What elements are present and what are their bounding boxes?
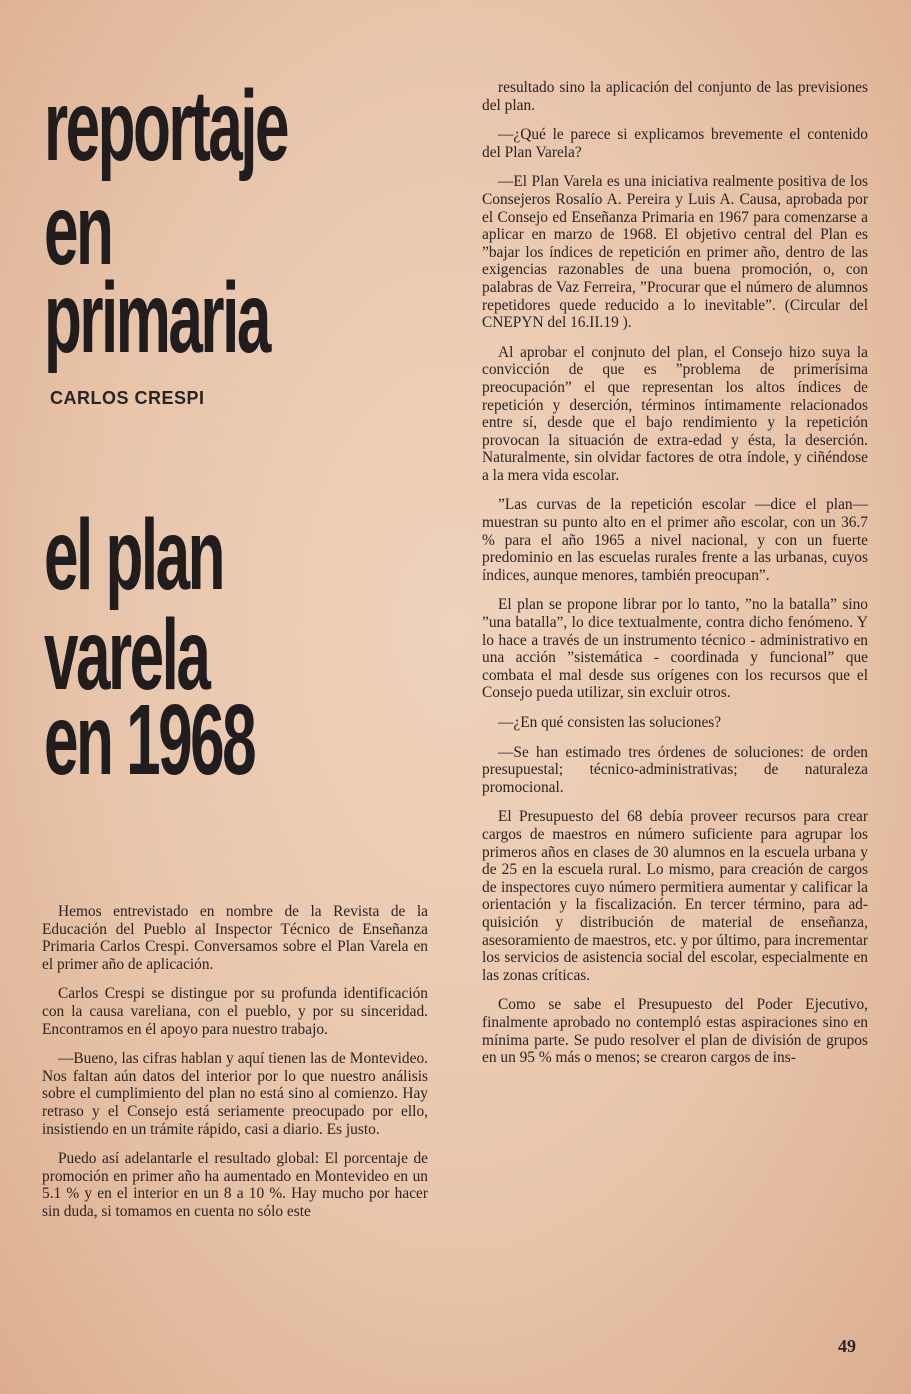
paragraph: Puedo así adelantarle el resultado global: El porcentaje de promoción en primer año ha aumentado en Montevideo en un 5.1 % y en el interior en un 8 a 10 %. Hay mucho por hacer sin duda, si tomamos en cuenta no sólo este [42, 1150, 428, 1220]
paragraph: Carlos Crespi se distingue por su profunda identificación con la causa vareliana, con el pueblo, y por su sinceridad. Encontramos en él apoyo para nuestro trabajo. [42, 985, 428, 1038]
left-column [42, 903, 428, 1233]
paragraph: —Bueno, las cifras hablan y aquí tienen las de Montevideo. Nos faltan aún datos del interior por lo que nuestro análisis sobre el cumplimiento del plan no está sino al comienzo. Hay retraso y el Consejo está seriamente preocupado por ello, insistiendo en un trámite rápido, casi a diario. Es justo. [42, 1050, 428, 1138]
page-number: 49 [838, 1336, 856, 1356]
paragraph: —¿En qué consisten las soluciones? [498, 714, 722, 731]
headline-line-varela: varela [44, 599, 209, 711]
paragraph: Hemos entrevistado en nombre de la Revista de la Educación del Pueblo al Inspector Técnico de Enseñanza Primaria Carlos Crespi. Conversamos sobre el Plan Varela en el primer año de aplicación. [42, 903, 428, 973]
paragraph: El plan se propone librar por lo tanto, ”no la batalla” sino ”una batalla”, lo dice textualmente, contra dicho fenómeno. Y lo hace a través de un instrumento técnico - administrativo en una acción ”sistemática - coordinada y funcional” que combata el mal desde sus orígenes con los recursos que el Consejo pueda utilizar, sin excluir otros. [482, 596, 868, 702]
paragraph: —Se han estimado tres órdenes de soluciones: de orden presupuestal; técnico-administrativas; de naturaleza promocional. [482, 743, 868, 796]
headline-line-el-plan: el plan [44, 499, 224, 611]
headline-line-en-1968: en 1968 [44, 684, 255, 796]
paragraph: El Presupuesto del 68 debía proveer recursos para crear cargos de maestros en número suficiente para agrupar los primeros años en clases de 30 alumnos en la escuela urbana y de 25 en la escuela rural. Lo mismo, para creación de cargos de inspectores cuyo número permitiera aumentar y calificar la orientación y la fiscalización. En tercer término, para adquisición y distribución de material de enseñanza, asesoramiento de maestros, etc. y por último, para incrementar los servicios de asistencia social del escolar, especialmente en las zonas críticas. [482, 808, 868, 984]
headline-line-primaria: primaria [44, 262, 269, 374]
paragraph: ”Las curvas de la repetición escolar —dice el plan— muestran su punto alto en el primer año escolar, con un 36.7 % para el año 1965 a nivel nacional, y con un fuerte predominio en las escuelas rurales frente a las urbanas, cuyos índices, aunque menores, también preocupan”. [482, 496, 868, 584]
right-column [482, 79, 868, 1079]
headline-line-reportaje: reportaje [44, 70, 288, 182]
paragraph: —¿Qué le parece si explicamos brevemente el contenido del Plan Varela? [482, 126, 868, 161]
paragraph: Como se sabe el Presupuesto del Poder Ejecutivo, finalmente aprobado no contempló estas aspiraciones sino en mínima parte. Se pudo resolver el plan de división de grupos en un 95 % más o menos; se crearon cargos de ins- [482, 996, 868, 1067]
headline-line-en: en [44, 174, 112, 286]
paragraph: resultado sino la aplicación del conjunto de las previsiones del plan. [482, 79, 868, 114]
author-byline: CARLOS CRESPI [50, 388, 205, 408]
paragraph: —El Plan Varela es una iniciativa realmente positiva de los Consejeros Rosalío A. Pereira y Luis A. Causa, aprobada por el Consejo ed Enseñanza Primaria en 1967 para comenzarse a aplicar en marzo de 1968. El objetivo central del Plan es ”bajar los índices de repetición en primer año, dentro de las exigencias razonables de una buena promoción, o, con palabras de Vaz Ferreira, ”Procurar que el número de alumnos repetidores quede reducido a lo inevitable”. (Circular del CNEPYN del 16.II.19 ). [482, 173, 868, 332]
paragraph: Al aprobar el conjnuto del plan, el Consejo hizo suya la convicción de que es ”problema de primerísima preocupación” el que representan los altos índices de repetición y deserción, términos íntimamente relacionados entre sí, desde que el bajo rendimiento y la repetición provocan la situación de extra-edad y ésta, la deserción. Naturalmente, sin olvidar factores de otra índole, y ciñéndose a la mera vida escolar. [482, 343, 868, 484]
